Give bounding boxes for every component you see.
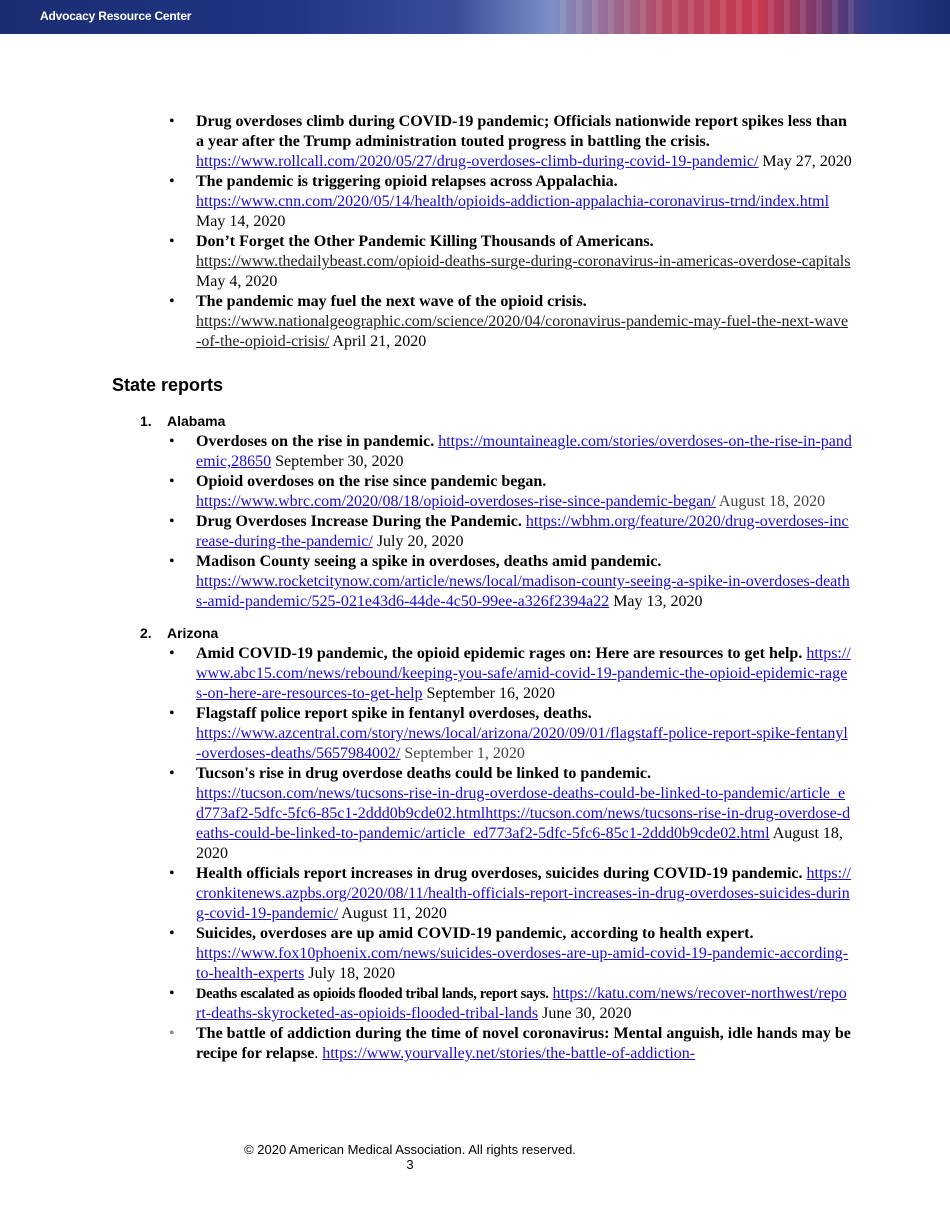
- article-headline: Drug overdoses climb during COVID-19 pandemic; Officials nationwide report spikes less than a year after the Trump administration touted progress in battling the crisis.: [196, 113, 847, 150]
- article-link[interactable]: https://katu.com/news/recover-northwest/report-deaths-skyrocketed-as-opioids-flooded-tribal-lands: [196, 985, 847, 1022]
- state-name: Arizona: [167, 625, 219, 641]
- article-link[interactable]: https://www.wbrc.com/2020/08/18/opioid-overdoses-rise-since-pandemic-began/: [196, 493, 716, 510]
- list-item: [169, 292, 852, 352]
- article-date: June 30, 2020: [542, 1005, 632, 1022]
- page-number: 3: [406, 1157, 414, 1172]
- header-banner: [0, 0, 950, 34]
- article-headline: Flagstaff police report spike in fentanyl overdoses, deaths.: [196, 705, 592, 722]
- article-link[interactable]: https://www.cnn.com/2020/05/14/health/opioids-addiction-appalachia-coronavirus-trnd/index.html: [196, 193, 830, 210]
- article-headline: Opioid overdoses on the rise since pandemic began.: [196, 473, 547, 490]
- header-title: Advocacy Resource Center: [40, 9, 192, 23]
- article-date: September 30, 2020: [275, 453, 404, 470]
- list-item: [169, 172, 852, 232]
- list-item: [169, 232, 852, 292]
- state-articles-list: [112, 644, 852, 1064]
- article-headline: Health officials report increases in drug overdoses, suicides during COVID-19 pandemic.: [196, 865, 803, 882]
- article-headline: The battle of addiction during the time of novel coronavirus: Mental anguish, idle hands may be recipe for relapse: [196, 1025, 851, 1062]
- national-articles-list: [112, 112, 852, 352]
- article-headline: Overdoses on the rise in pandemic.: [196, 433, 435, 450]
- copyright-text: © 2020 American Medical Association. All rights reserved.: [244, 1142, 576, 1157]
- article-headline: The pandemic may fuel the next wave of the opioid crisis.: [196, 293, 587, 310]
- article-date: August 18, 2020: [718, 493, 826, 510]
- state-number: 2.: [140, 625, 152, 641]
- state-alabama: [112, 412, 852, 612]
- article-headline: Don’t Forget the Other Pandemic Killing Thousands of Americans.: [196, 233, 654, 250]
- state-name: Alabama: [167, 413, 226, 429]
- list-item: [169, 924, 852, 984]
- bullet-icon: •: [169, 233, 175, 250]
- article-link[interactable]: https://wbhm.org/feature/2020/drug-overdoses-increase-during-the-pandemic/: [196, 513, 849, 550]
- bullet-icon: •: [169, 473, 175, 490]
- article-headline: The pandemic is triggering opioid relapses across Appalachia.: [196, 173, 618, 190]
- state-heading: [112, 624, 852, 642]
- list-item: [169, 644, 852, 704]
- article-headline: Suicides, overdoses are up amid COVID-19 pandemic, according to health expert.: [196, 925, 754, 942]
- list-item: [169, 984, 852, 1024]
- article-date: May 13, 2020: [613, 593, 703, 610]
- article-link[interactable]: https://www.nationalgeographic.com/science/2020/04/coronavirus-pandemic-may-fuel-the-next-wave-of-the-opioid-crisis/: [196, 313, 849, 350]
- article-date: May 14, 2020: [196, 213, 286, 230]
- list-item: [169, 864, 852, 924]
- article-headline: Madison County seeing a spike in overdoses, deaths amid pandemic.: [196, 553, 662, 570]
- bullet-icon: •: [169, 513, 175, 530]
- article-date: July 20, 2020: [376, 533, 464, 550]
- section-title: State reports: [112, 375, 224, 395]
- article-date: August 11, 2020: [341, 905, 447, 922]
- bullet-icon: •: [169, 765, 175, 782]
- article-date: May 27, 2020: [762, 153, 852, 170]
- article-link[interactable]: https://www.rocketcitynow.com/article/news/local/madison-county-seeing-a-spike-in-overdoses-deaths-amid-pandemic/525-021e43d6-44de-4c50-99ee-a326f2394a22: [196, 573, 850, 610]
- bullet-icon: •: [169, 553, 175, 570]
- article-link[interactable]: https://cronkitenews.azpbs.org/2020/08/11/health-officials-report-increases-in-drug-overdoses-suicides-during-covid-19-pandemic/: [196, 865, 851, 922]
- article-date: April 21, 2020: [332, 333, 427, 350]
- article-link[interactable]: https://www.thedailybeast.com/opioid-deaths-surge-during-coronavirus-in-americas-overdose-capitals: [196, 253, 851, 270]
- article-date: September 1, 2020: [404, 745, 525, 762]
- list-item: [169, 552, 852, 612]
- article-link[interactable]: https://mountaineagle.com/stories/overdoses-on-the-rise-in-pandemic,28650: [196, 433, 852, 470]
- state-heading: [112, 412, 852, 430]
- list-item: [169, 512, 852, 552]
- article-link[interactable]: https://www.azcentral.com/story/news/local/arizona/2020/09/01/flagstaff-police-report-spike-fentanyl-overdoses-deaths/5657984002/: [196, 725, 848, 762]
- article-headline: Amid COVID-19 pandemic, the opioid epidemic rages on: Here are resources to get help.: [196, 645, 803, 662]
- article-headline: Drug Overdoses Increase During the Pandemic.: [196, 513, 522, 530]
- bullet-icon: •: [169, 113, 175, 130]
- list-item: • The battle of addiction during the time of novel coronavirus: Mental anguish, idle hands may be recipe for relapse. https://www.yourvalley.net/stories/the-battle-of-addiction-: [169, 1025, 851, 1062]
- article-date: August 18, 2020: [196, 825, 843, 862]
- list-item: [169, 764, 852, 864]
- bullet-icon: •: [169, 645, 175, 662]
- article-headline: Deaths escalated as opioids flooded tribal lands, report says.: [196, 986, 549, 1002]
- list-item: [169, 704, 852, 764]
- bullet-icon: •: [169, 293, 175, 310]
- bullet-icon: •: [169, 925, 175, 942]
- bullet-icon: •: [169, 985, 175, 1002]
- article-link[interactable]: https://tucson.com/news/tucsons-rise-in-drug-overdose-deaths-could-be-linked-to-pandemic/article_ed773af2-5dfc-5fc6-85c1-2ddd0b9cde02.htmlhttps://tucson.com/news/tucsons-rise-in-drug-overdose-deaths-could-be-linked-to-pandemic/article_ed773af2-5dfc-5fc6-85c1-2ddd0b9cde02.html: [196, 785, 851, 842]
- article-link[interactable]: https://www.abc15.com/news/rebound/keeping-you-safe/amid-covid-19-pandemic-the-opioid-epidemic-rages-on-here-are-resources-to-get-help: [196, 645, 851, 702]
- state-number: 1.: [140, 413, 152, 429]
- state-articles-list: [112, 432, 852, 612]
- bullet-icon: •: [169, 705, 175, 722]
- article-headline: Tucson's rise in drug overdose deaths could be linked to pandemic.: [196, 765, 652, 782]
- state-arizona: [112, 624, 852, 1064]
- list-item: [169, 432, 852, 472]
- bullet-icon: •: [169, 173, 175, 190]
- bullet-icon: •: [169, 1025, 175, 1042]
- article-link[interactable]: https://www.rollcall.com/2020/05/27/drug-overdoses-climb-during-covid-19-pandemic/: [196, 153, 759, 170]
- article-link[interactable]: https://www.fox10phoenix.com/news/suicides-overdoses-are-up-amid-covid-19-pandemic-according-to-health-experts: [196, 945, 849, 982]
- page-footer: [0, 1142, 820, 1172]
- article-link[interactable]: https://www.yourvalley.net/stories/the-battle-of-addiction-: [322, 1045, 696, 1062]
- bullet-icon: •: [169, 433, 175, 450]
- article-date: July 18, 2020: [308, 965, 396, 982]
- document-body: [112, 112, 852, 1076]
- list-item: [169, 472, 852, 512]
- bullet-icon: •: [169, 865, 175, 882]
- article-date: May 4, 2020: [196, 273, 278, 290]
- article-date: September 16, 2020: [426, 685, 555, 702]
- list-item: [169, 112, 852, 172]
